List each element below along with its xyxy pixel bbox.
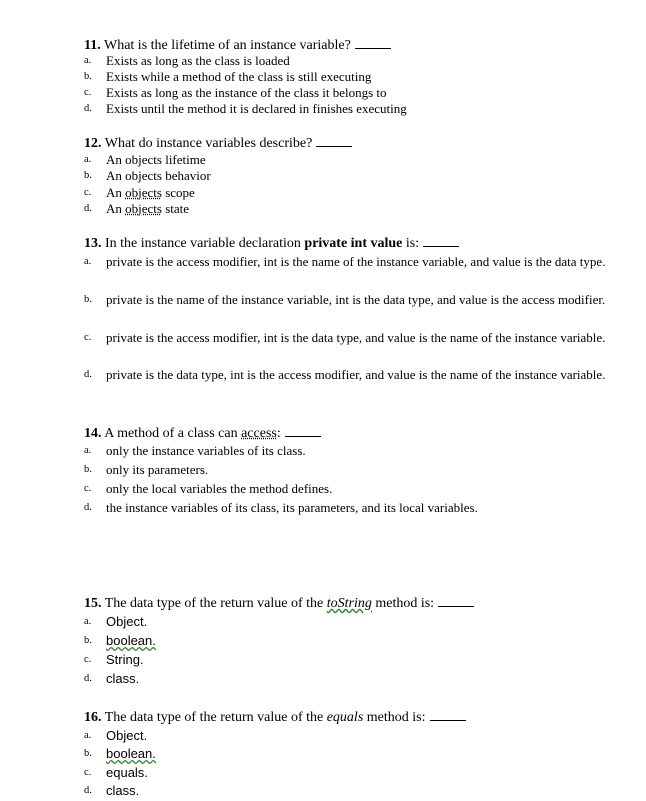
option-c[interactable]: c. only the local variables the method defines. [84,481,333,496]
question-stem: 15. The data type of the return value of the toString method is: [84,594,474,612]
option-b[interactable]: b. Exists while a method of the class is still executing [84,69,372,84]
answer-blank[interactable] [438,594,474,607]
question-stem: 16. The data type of the return value of the equals method is: [84,708,466,726]
option-c[interactable]: c. private is the access modifier, int is the data type, and value is the name of the instance variable. [84,330,606,345]
question-stem: 14. A method of a class can access: [84,424,321,442]
option-a[interactable]: a. only the instance variables of its class. [84,443,306,458]
question-stem: 13. In the instance variable declaration private int value is: [84,234,459,252]
option-a[interactable]: a. Exists as long as the class is loaded [84,53,290,68]
option-b[interactable]: b. private is the name of the instance variable, int is the data type, and value is the access modifier. [84,292,606,307]
option-d[interactable]: d. private is the data type, int is the access modifier, and value is the name of the instance variable. [84,367,606,382]
option-c[interactable]: c. Exists as long as the instance of the class it belongs to [84,85,387,100]
option-b[interactable]: b. boolean. [84,746,156,761]
option-c[interactable]: c. String. [84,652,144,667]
option-a[interactable]: a. Object. [84,614,148,629]
option-d[interactable]: d. Exists until the method it is declared in finishes executing [84,101,407,116]
answer-blank[interactable] [423,234,459,247]
option-c[interactable]: c. An objects scope [84,185,195,200]
answer-blank[interactable] [430,708,466,721]
option-a[interactable]: a. private is the access modifier, int is the name of the instance variable, and value is the data type. [84,254,606,269]
option-d[interactable]: d. class. [84,671,140,686]
option-d[interactable]: d. class. [84,783,140,798]
option-b[interactable]: b. boolean. [84,633,156,648]
option-b[interactable]: b. only its parameters. [84,462,209,477]
answer-blank[interactable] [285,424,321,437]
answer-blank[interactable] [316,134,352,147]
option-d[interactable]: d. An objects state [84,201,190,216]
option-c[interactable]: c. equals. [84,765,148,780]
option-d[interactable]: d. the instance variables of its class, its parameters, and its local variables. [84,500,478,515]
question-stem: 12. What do instance variables describe? [84,134,352,152]
option-a[interactable]: a. An objects lifetime [84,152,206,167]
question-stem: 11. What is the lifetime of an instance variable? [84,36,391,54]
option-a[interactable]: a. Object. [84,728,148,743]
answer-blank[interactable] [355,36,391,49]
option-b[interactable]: b. An objects behavior [84,168,211,183]
